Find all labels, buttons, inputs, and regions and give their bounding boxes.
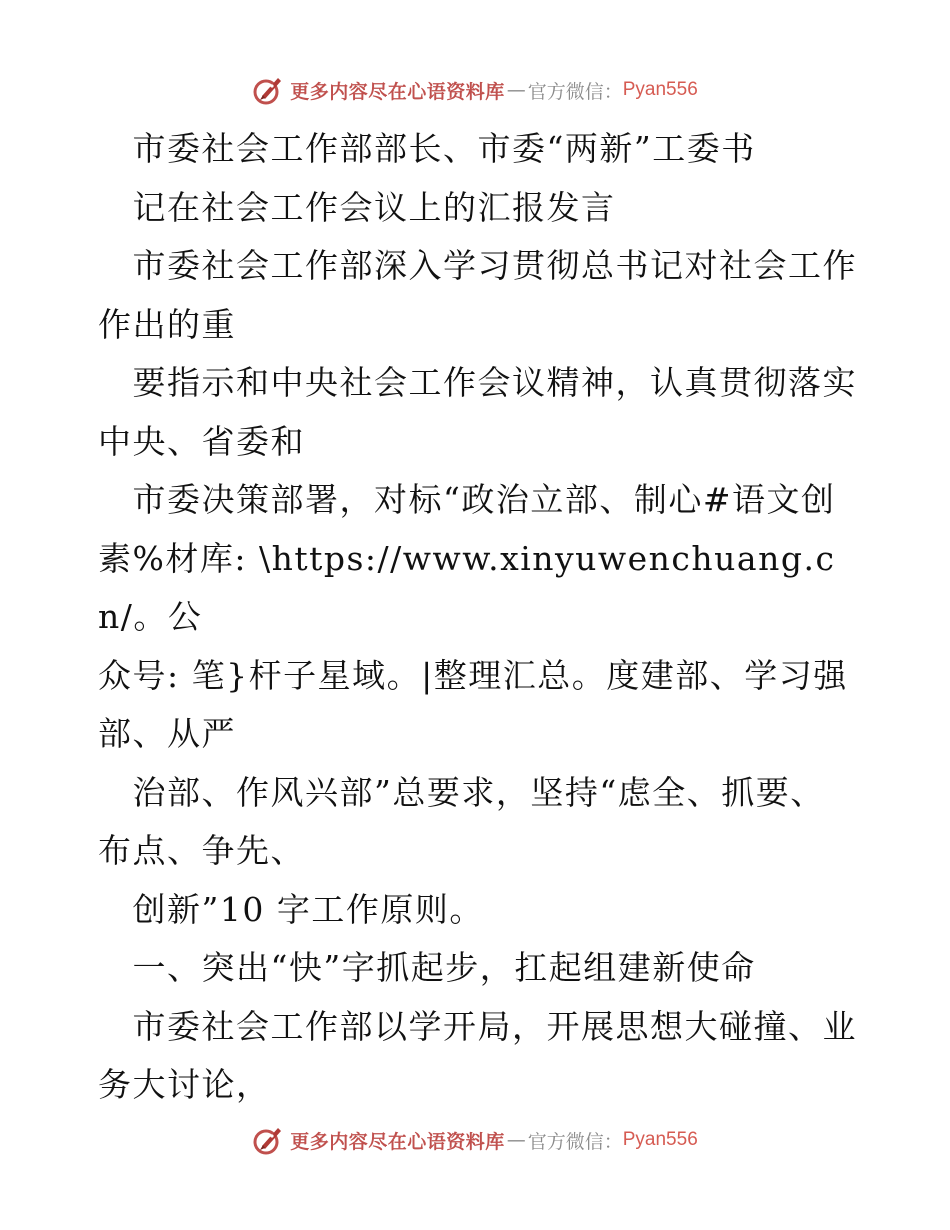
body-line: 创新”10 字工作原则。 [98,889,484,929]
body-line: 布点、争先、 [98,831,305,870]
footer-brand-text: 更多内容尽在心语资料库 [290,1130,505,1153]
body-line: 市委决策部署，对标“政治立部、制心#语文创 [98,480,836,519]
footer-wechat-handle: Pyan556 [622,1129,698,1150]
header-wechat-handle: Pyan556 [622,79,698,100]
body-line: 素%材库: \https://www.xinyuwenchuang.cn/。公 [98,538,836,636]
header-watermark [0,70,950,110]
header-wechat-label: 官方微信： [527,80,623,103]
body-line: 市委社会工作部部长、市委“两新”工委书 [98,129,756,168]
header-separator: — [506,79,526,101]
body-line: 要指示和中央社会工作会议精神，认真贯彻落实 [98,363,857,402]
body-line: 治部、作风兴部”总要求，坚持“虑全、抓要、 [98,772,825,812]
body-line: 务大讨论， [98,1065,271,1104]
body-line: 市委社会工作部以学开局，开展思想大碰撞、业 [98,1006,857,1046]
body-line: 部、从严 [98,714,236,753]
body-line: 作出的重 [98,304,236,344]
body-line: 记在社会工作会议上的汇报发言 [98,187,616,227]
footer-wechat-label: 官方微信： [527,1130,623,1153]
body-line: 一、突出“快”字抓起步，扛起组建新使命 [98,948,756,987]
quill-pen-logo-icon [252,1124,284,1156]
body-line: 市委社会工作部深入学习贯彻总书记对社会工作 [98,246,857,285]
quill-pen-logo-icon [252,74,284,106]
footer-separator: — [506,1129,526,1151]
body-line: 众号: 笔}杆子星域。|整理汇总。度建部、学习强 [98,655,848,695]
footer-watermark [0,1120,950,1160]
header-brand-text: 更多内容尽在心语资料库 [290,80,505,103]
body-line: 中央、省委和 [98,421,305,461]
document-body [98,120,858,1115]
